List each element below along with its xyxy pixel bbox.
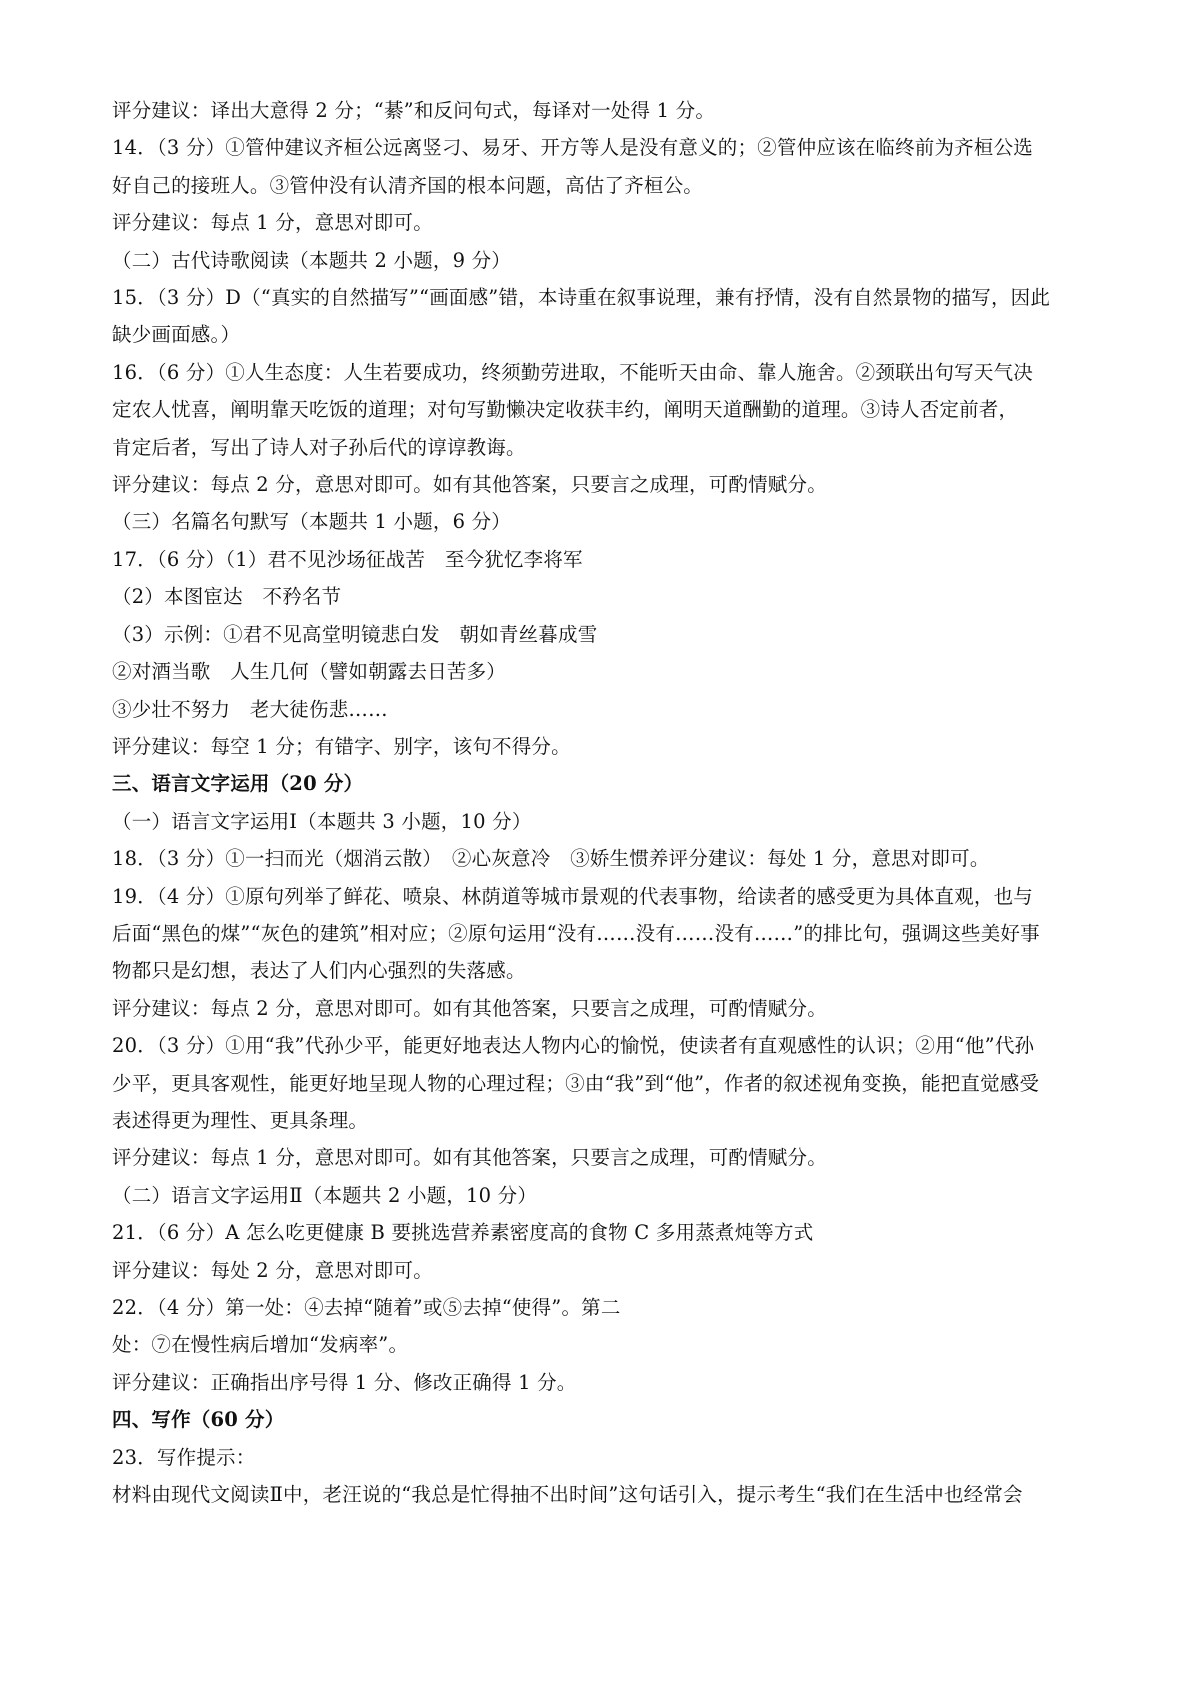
text-line: （一）语言文字运用Ⅰ（本题共 3 小题，10 分） <box>112 809 532 833</box>
text-line: （3）示例：①君不见高堂明镜悲白发 朝如青丝暮成雪 <box>112 622 598 646</box>
text-line: 处：⑦在慢性病后增加“发病率”。 <box>112 1333 409 1357</box>
text-line: 后面“黑色的煤”“灰色的建筑”相对应；②原句运用“没有……没有……没有……”的排比句，强调这些美好事 <box>112 921 1040 945</box>
text-line: （三）名篇名句默写（本题共 1 小题，6 分） <box>112 510 512 534</box>
text-line: 评分建议：正确指出序号得 1 分、修改正确得 1 分。 <box>112 1370 577 1394</box>
text-line: 评分建议：每处 2 分，意思对即可。 <box>112 1258 433 1282</box>
text-line: 定农人忧喜，阐明靠天吃饭的道理；对句写勤懒决定收获丰约，阐明天道酬勤的道理。③诗人否定前者， <box>112 398 1019 422</box>
text-line: 17．（6 分）（1）君不见沙场征战苦 至今犹忆李将军 <box>112 547 583 571</box>
text-line: 评分建议：译出大意得 2 分；“綦”和反问句式，每译对一处得 1 分。 <box>112 99 716 122</box>
section-heading: 四、写作（60 分） <box>112 1408 285 1432</box>
text-line: 19．（4 分）①原句列举了鲜花、喷泉、林荫道等城市景观的代表事物，给读者的感受更为具体直观，也与 <box>112 884 1033 908</box>
text-line: 15．（3 分）D（“真实的自然描写”“画面感”错，本诗重在叙事说理，兼有抒情，没有自然景物的描写，因此 <box>112 286 1051 310</box>
text-line: 好自己的接班人。③管仲没有认清齐国的根本问题，高估了齐桓公。 <box>112 173 704 197</box>
text-line: 评分建议：每点 2 分，意思对即可。如有其他答案，只要言之成理，可酌情赋分。 <box>112 996 827 1020</box>
text-line: 表述得更为理性、更具条理。 <box>112 1108 369 1132</box>
section-heading: 三、语言文字运用（20 分） <box>112 772 364 796</box>
text-line: 16．（6 分）①人生态度：人生若要成功，终须勤劳进取，不能听天由命、靠人施舍。②颈联出句写天气决 <box>112 360 1033 384</box>
text-line: 物都只是幻想，表达了人们内心强烈的失落感。 <box>112 959 526 983</box>
text-line: （2）本图宦达 不矜名节 <box>112 585 342 609</box>
text-line: 材料由现代文阅读Ⅱ中，老汪说的“我总是忙得抽不出时间”这句话引入，提示考生“我们在生活中也经常会 <box>112 1483 1023 1507</box>
text-line: 少平，更具客观性，能更好地呈现人物的心理过程；③由“我”到“他”，作者的叙述视角变换，能把直觉感受 <box>112 1071 1040 1095</box>
text-line: （二）语言文字运用Ⅱ（本题共 2 小题，10 分） <box>112 1183 538 1207</box>
text-line: 14．（3 分）①管仲建议齐桓公远离竖刁、易牙、开方等人是没有意义的；②管仲应该在临终前为齐桓公选 <box>112 136 1033 160</box>
text-line: 评分建议：每点 2 分，意思对即可。如有其他答案，只要言之成理，可酌情赋分。 <box>112 473 827 497</box>
text-line: （二）古代诗歌阅读（本题共 2 小题，9 分） <box>112 248 512 272</box>
text-line: 18．（3 分）①一扫而光（烟消云散） ②心灰意冷 ③娇生惯养评分建议：每处 1 分，意思对即可。 <box>112 847 990 871</box>
text-line: 20．（3 分）①用“我”代孙少平，能更好地表达人物内心的愉悦，使读者有直观感性的认识；②用“他”代孙 <box>112 1034 1035 1058</box>
text-line: 肯定后者，写出了诗人对子孙后代的谆谆教诲。 <box>112 435 526 459</box>
text-line: 23．写作提示： <box>112 1445 256 1469</box>
text-line: 评分建议：每点 1 分，意思对即可。如有其他答案，只要言之成理，可酌情赋分。 <box>112 1146 827 1170</box>
text-line: ③少壮不努力 老大徒伤悲…… <box>112 697 388 721</box>
text-line: 评分建议：每点 1 分，意思对即可。 <box>112 211 433 235</box>
text-line: 评分建议：每空 1 分；有错字、别字，该句不得分。 <box>112 734 571 758</box>
text-line: 缺少画面感。） <box>112 323 241 347</box>
text-line: 22．（4 分）第一处：④去掉“随着”或⑤去掉“使得”。第二 <box>112 1296 621 1319</box>
text-line: ②对酒当歌 人生几何（譬如朝露去日苦多） <box>112 660 507 684</box>
text-line: 21．（6 分）A 怎么吃更健康 B 要挑选营养素密度高的食物 C 多用蒸煮炖等方式 <box>112 1221 814 1245</box>
